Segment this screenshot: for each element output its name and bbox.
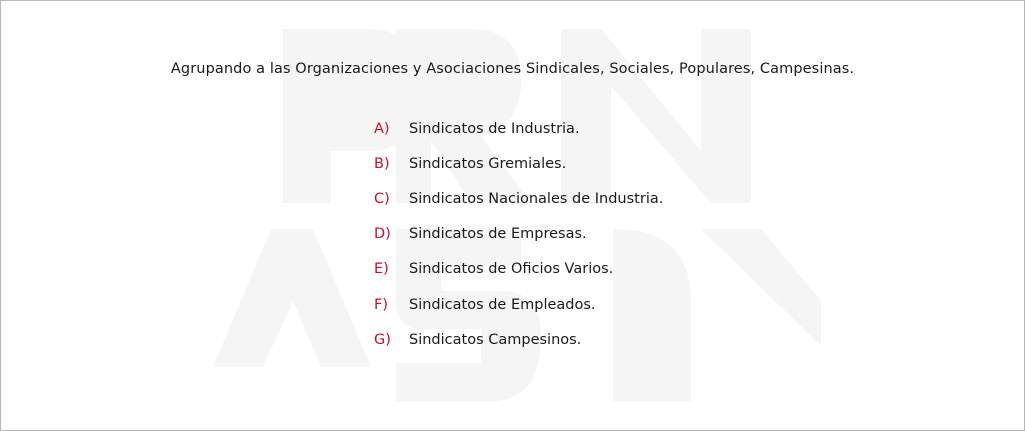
option-letter: F) xyxy=(374,296,388,313)
option-g xyxy=(374,322,663,357)
option-d xyxy=(374,217,663,252)
option-text: Sindicatos de Oficios Varios. xyxy=(409,261,614,278)
options-list xyxy=(374,111,663,357)
option-letter: C) xyxy=(374,190,390,207)
option-text: Sindicatos Campesinos. xyxy=(409,331,582,348)
option-text: Sindicatos de Empleados. xyxy=(409,296,596,313)
option-letter: B) xyxy=(374,155,390,172)
option-f xyxy=(374,287,663,322)
option-letter: E) xyxy=(374,261,389,278)
option-b xyxy=(374,146,663,181)
option-letter: A) xyxy=(374,120,390,137)
option-text: Sindicatos Nacionales de Industria. xyxy=(409,190,664,207)
option-letter: G) xyxy=(374,331,391,348)
option-text: Sindicatos de Empresas. xyxy=(409,226,587,243)
option-a xyxy=(374,111,663,146)
option-text: Sindicatos de Industria. xyxy=(409,120,580,137)
question-intro: Agrupando a las Organizaciones y Asociaciones Sindicales, Sociales, Populares, Campesinas. xyxy=(170,61,855,77)
option-c xyxy=(374,181,663,216)
option-e xyxy=(374,252,663,287)
option-letter: D) xyxy=(374,226,391,243)
option-text: Sindicatos Gremiales. xyxy=(409,155,567,172)
